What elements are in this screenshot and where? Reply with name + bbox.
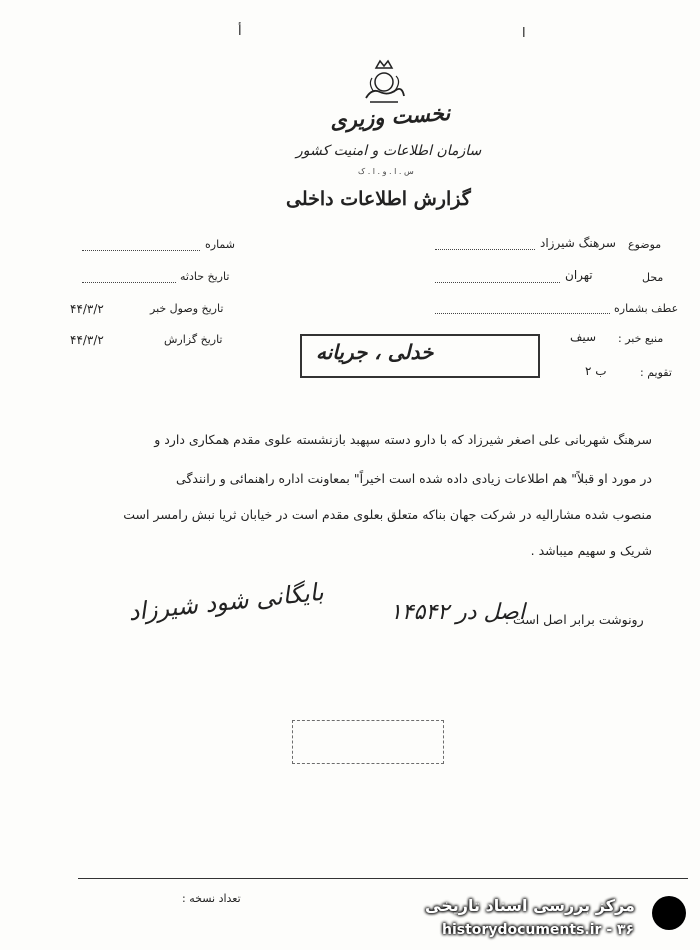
archive-logo-icon xyxy=(652,896,686,930)
organization-code: س . ا . و . ا . ک xyxy=(358,167,414,176)
subject-label: موضوع xyxy=(628,238,662,251)
body-line: در مورد او قبلاً" هم اطلاعات زیادی داده شده است اخیراً" بمعاونت اداره راهنمائی و رانندگی xyxy=(176,471,652,486)
copies-count-label: تعداد نسخه : xyxy=(182,892,241,905)
body-line: شریک و سهیم میباشد . xyxy=(530,543,652,558)
subject-dotted-line xyxy=(435,248,535,250)
corner-mark-left: أ xyxy=(238,24,242,39)
report-date-label: تاریخ گزارش xyxy=(164,333,223,346)
lion-and-sun-emblem-icon xyxy=(358,58,410,108)
corner-mark-right: ا xyxy=(522,26,526,41)
organization-name: سازمان اطلاعات و امنیت کشور xyxy=(296,143,482,159)
incident-date-dotted-line xyxy=(82,281,176,283)
body-line: منصوب شده مشارالیه در شرکت جهان بناکه متعلق بعلوی مقدم است در خیابان ثریا نبش رامسر است xyxy=(123,507,652,522)
office-title: نخست وزیری xyxy=(329,99,451,134)
received-date-value: ۴۴/۳/۲ xyxy=(70,302,104,316)
reference-dotted-line xyxy=(435,312,610,314)
source-label: منبع خبر : xyxy=(618,332,664,345)
number-dotted-line xyxy=(82,249,200,251)
subject-value: سرهنگ شیرزاد xyxy=(540,236,616,250)
handwritten-signature: بایگانی شود شیرزاد xyxy=(127,577,325,627)
faint-stamp-box xyxy=(292,720,444,764)
classification-stamp-text: خدلی ، جریانه xyxy=(316,340,434,364)
report-date-value: ۴۴/۳/۲ xyxy=(70,333,104,347)
place-dotted-line xyxy=(435,281,560,283)
reference-label: عطف بشماره xyxy=(614,302,679,315)
received-date-label: تاریخ وصول خبر xyxy=(150,302,224,315)
place-label: محل xyxy=(642,271,664,284)
incident-date-label: تاریخ حادثه xyxy=(180,270,230,283)
handwritten-date: اصل در ۱۴۵۴۲ xyxy=(390,600,525,625)
report-title: گزارش اطلاعات داخلی xyxy=(286,188,471,210)
place-value: تهران xyxy=(565,268,593,282)
number-label: شماره xyxy=(205,238,236,251)
evaluation-value: ب ۲ xyxy=(585,364,607,378)
evaluation-label: تقویم : xyxy=(640,366,672,379)
footer-rule xyxy=(78,878,688,879)
source-value: سیف xyxy=(570,330,597,344)
watermark-org-name: مرکز بررسی اسناد تاریخی xyxy=(425,896,635,915)
body-line: سرهنگ شهربانی علی اصغر شیرزاد که با دارو دسته سپهبد بازنشسته علوی مقدم همکاری دارد و xyxy=(154,432,652,447)
certified-copy-text: رونوشت برابر اصل است . xyxy=(505,612,644,627)
watermark-url: historydocuments.ir - ۳۶ xyxy=(442,922,635,938)
